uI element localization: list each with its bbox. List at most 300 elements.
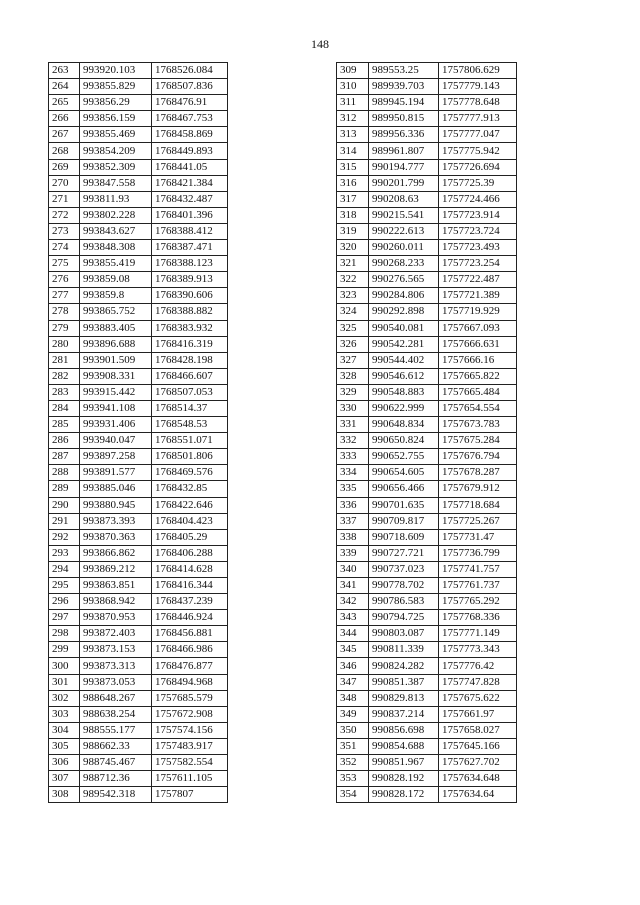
- point-number-cell: 315: [337, 159, 369, 175]
- table-row: [337, 95, 517, 111]
- y-coordinate-cell: 1768456.881: [152, 626, 228, 642]
- x-coordinate-cell: 993855.469: [80, 127, 152, 143]
- table-row: [49, 223, 228, 239]
- x-coordinate-cell: 990829.813: [369, 690, 439, 706]
- table-row: [337, 626, 517, 642]
- y-coordinate-cell: 1768467.753: [152, 111, 228, 127]
- x-coordinate-cell: 990718.609: [369, 529, 439, 545]
- point-number-cell: 348: [337, 690, 369, 706]
- x-coordinate-cell: 990851.967: [369, 755, 439, 771]
- y-coordinate-cell: 1757676.794: [439, 449, 517, 465]
- point-number-cell: 281: [49, 352, 80, 368]
- table-row: [49, 594, 228, 610]
- y-coordinate-cell: 1757718.684: [439, 497, 517, 513]
- point-number-cell: 344: [337, 626, 369, 642]
- x-coordinate-cell: 993859.8: [80, 288, 152, 304]
- point-number-cell: 290: [49, 497, 80, 513]
- point-number-cell: 274: [49, 240, 80, 256]
- table-row: [49, 787, 228, 803]
- point-number-cell: 345: [337, 642, 369, 658]
- x-coordinate-cell: 993873.313: [80, 658, 152, 674]
- y-coordinate-cell: 1768405.29: [152, 529, 228, 545]
- y-coordinate-cell: 1757726.694: [439, 159, 517, 175]
- table-row: [49, 111, 228, 127]
- y-coordinate-cell: 1757747.828: [439, 674, 517, 690]
- y-coordinate-cell: 1768466.986: [152, 642, 228, 658]
- point-number-cell: 299: [49, 642, 80, 658]
- x-coordinate-cell: 990856.698: [369, 722, 439, 738]
- table-row: [337, 400, 517, 416]
- point-number-cell: 351: [337, 738, 369, 754]
- x-coordinate-cell: 990648.834: [369, 417, 439, 433]
- point-number-cell: 310: [337, 79, 369, 95]
- x-coordinate-cell: 990650.824: [369, 433, 439, 449]
- point-number-cell: 292: [49, 529, 80, 545]
- table-row: [49, 175, 228, 191]
- table-row: [49, 610, 228, 626]
- point-number-cell: 338: [337, 529, 369, 545]
- y-coordinate-cell: 1768428.198: [152, 352, 228, 368]
- y-coordinate-cell: 1757777.047: [439, 127, 517, 143]
- x-coordinate-cell: 993856.29: [80, 95, 152, 111]
- y-coordinate-cell: 1757736.799: [439, 545, 517, 561]
- x-coordinate-cell: 989950.815: [369, 111, 439, 127]
- table-row: [49, 384, 228, 400]
- table-row: [49, 191, 228, 207]
- table-row: [49, 240, 228, 256]
- point-number-cell: 327: [337, 352, 369, 368]
- table-row: [337, 111, 517, 127]
- x-coordinate-cell: 990208.63: [369, 191, 439, 207]
- coordinate-table-right-body: [337, 63, 517, 803]
- point-number-cell: 335: [337, 481, 369, 497]
- x-coordinate-cell: 990794.725: [369, 610, 439, 626]
- x-coordinate-cell: 993856.159: [80, 111, 152, 127]
- y-coordinate-cell: 1757611.105: [152, 771, 228, 787]
- y-coordinate-cell: 1757724.466: [439, 191, 517, 207]
- table-row: [49, 256, 228, 272]
- y-coordinate-cell: 1768432.85: [152, 481, 228, 497]
- y-coordinate-cell: 1757719.929: [439, 304, 517, 320]
- table-row: [337, 481, 517, 497]
- table-row: [337, 272, 517, 288]
- table-row: [337, 545, 517, 561]
- table-row: [49, 400, 228, 416]
- y-coordinate-cell: 1768466.607: [152, 368, 228, 384]
- point-number-cell: 314: [337, 143, 369, 159]
- x-coordinate-cell: 990201.799: [369, 175, 439, 191]
- point-number-cell: 313: [337, 127, 369, 143]
- y-coordinate-cell: 1757778.648: [439, 95, 517, 111]
- x-coordinate-cell: 993873.053: [80, 674, 152, 690]
- table-row: [49, 272, 228, 288]
- x-coordinate-cell: 993920.103: [80, 63, 152, 79]
- point-number-cell: 306: [49, 755, 80, 771]
- y-coordinate-cell: 1757665.822: [439, 368, 517, 384]
- table-row: [49, 481, 228, 497]
- y-coordinate-cell: 1757771.149: [439, 626, 517, 642]
- point-number-cell: 283: [49, 384, 80, 400]
- table-row: [49, 320, 228, 336]
- x-coordinate-cell: 993940.047: [80, 433, 152, 449]
- table-row: [49, 642, 228, 658]
- y-coordinate-cell: 1757723.254: [439, 256, 517, 272]
- x-coordinate-cell: 993870.363: [80, 529, 152, 545]
- y-coordinate-cell: 1757807: [152, 787, 228, 803]
- table-row: [337, 755, 517, 771]
- page-number: 148: [311, 37, 329, 51]
- point-number-cell: 339: [337, 545, 369, 561]
- x-coordinate-cell: 993872.403: [80, 626, 152, 642]
- table-row: [337, 561, 517, 577]
- x-coordinate-cell: 990292.898: [369, 304, 439, 320]
- point-number-cell: 288: [49, 465, 80, 481]
- y-coordinate-cell: 1757679.912: [439, 481, 517, 497]
- point-number-cell: 324: [337, 304, 369, 320]
- y-coordinate-cell: 1768383.932: [152, 320, 228, 336]
- y-coordinate-cell: 1757768.336: [439, 610, 517, 626]
- table-row: [49, 578, 228, 594]
- y-coordinate-cell: 1757672.908: [152, 706, 228, 722]
- y-coordinate-cell: 1757722.487: [439, 272, 517, 288]
- y-coordinate-cell: 1768526.084: [152, 63, 228, 79]
- point-number-cell: 308: [49, 787, 80, 803]
- point-number-cell: 284: [49, 400, 80, 416]
- point-number-cell: 303: [49, 706, 80, 722]
- x-coordinate-cell: 990222.613: [369, 223, 439, 239]
- x-coordinate-cell: 993863.851: [80, 578, 152, 594]
- x-coordinate-cell: 990851.387: [369, 674, 439, 690]
- x-coordinate-cell: 993843.627: [80, 223, 152, 239]
- point-number-cell: 347: [337, 674, 369, 690]
- y-coordinate-cell: 1768432.487: [152, 191, 228, 207]
- y-coordinate-cell: 1757675.622: [439, 690, 517, 706]
- y-coordinate-cell: 1757776.42: [439, 658, 517, 674]
- x-coordinate-cell: 993873.153: [80, 642, 152, 658]
- y-coordinate-cell: 1768494.968: [152, 674, 228, 690]
- x-coordinate-cell: 990811.339: [369, 642, 439, 658]
- x-coordinate-cell: 990654.605: [369, 465, 439, 481]
- point-number-cell: 320: [337, 240, 369, 256]
- x-coordinate-cell: 988662.33: [80, 738, 152, 754]
- x-coordinate-cell: 989945.194: [369, 95, 439, 111]
- point-number-cell: 325: [337, 320, 369, 336]
- point-number-cell: 271: [49, 191, 80, 207]
- point-number-cell: 305: [49, 738, 80, 754]
- y-coordinate-cell: 1757678.287: [439, 465, 517, 481]
- table-row: [49, 674, 228, 690]
- point-number-cell: 307: [49, 771, 80, 787]
- table-row: [49, 417, 228, 433]
- point-number-cell: 352: [337, 755, 369, 771]
- y-coordinate-cell: 1768388.412: [152, 223, 228, 239]
- table-row: [49, 690, 228, 706]
- x-coordinate-cell: 990652.755: [369, 449, 439, 465]
- x-coordinate-cell: 993811.93: [80, 191, 152, 207]
- table-row: [49, 755, 228, 771]
- x-coordinate-cell: 990828.172: [369, 787, 439, 803]
- table-row: [49, 368, 228, 384]
- point-number-cell: 334: [337, 465, 369, 481]
- y-coordinate-cell: 1768507.836: [152, 79, 228, 95]
- point-number-cell: 340: [337, 561, 369, 577]
- table-row: [49, 159, 228, 175]
- y-coordinate-cell: 1757806.629: [439, 63, 517, 79]
- point-number-cell: 263: [49, 63, 80, 79]
- table-row: [49, 706, 228, 722]
- point-number-cell: 326: [337, 336, 369, 352]
- x-coordinate-cell: 989956.336: [369, 127, 439, 143]
- point-number-cell: 270: [49, 175, 80, 191]
- y-coordinate-cell: 1757779.143: [439, 79, 517, 95]
- y-coordinate-cell: 1768441.05: [152, 159, 228, 175]
- point-number-cell: 277: [49, 288, 80, 304]
- x-coordinate-cell: 989961.807: [369, 143, 439, 159]
- coordinate-table-left-body: [49, 63, 228, 803]
- x-coordinate-cell: 990284.806: [369, 288, 439, 304]
- y-coordinate-cell: 1768406.288: [152, 545, 228, 561]
- table-row: [49, 127, 228, 143]
- x-coordinate-cell: 993908.331: [80, 368, 152, 384]
- table-row: [49, 658, 228, 674]
- point-number-cell: 298: [49, 626, 80, 642]
- point-number-cell: 282: [49, 368, 80, 384]
- x-coordinate-cell: 990737.023: [369, 561, 439, 577]
- x-coordinate-cell: 993880.945: [80, 497, 152, 513]
- x-coordinate-cell: 993855.829: [80, 79, 152, 95]
- point-number-cell: 293: [49, 545, 80, 561]
- point-number-cell: 301: [49, 674, 80, 690]
- y-coordinate-cell: 1768458.869: [152, 127, 228, 143]
- table-row: [49, 529, 228, 545]
- table-row: [337, 578, 517, 594]
- x-coordinate-cell: 989939.703: [369, 79, 439, 95]
- point-number-cell: 342: [337, 594, 369, 610]
- point-number-cell: 346: [337, 658, 369, 674]
- y-coordinate-cell: 1768388.882: [152, 304, 228, 320]
- table-row: [49, 336, 228, 352]
- y-coordinate-cell: 1768514.37: [152, 400, 228, 416]
- point-number-cell: 309: [337, 63, 369, 79]
- x-coordinate-cell: 990622.999: [369, 400, 439, 416]
- x-coordinate-cell: 990727.721: [369, 545, 439, 561]
- point-number-cell: 319: [337, 223, 369, 239]
- table-row: [49, 545, 228, 561]
- table-row: [337, 304, 517, 320]
- y-coordinate-cell: 1768476.877: [152, 658, 228, 674]
- point-number-cell: 295: [49, 578, 80, 594]
- table-row: [337, 159, 517, 175]
- y-coordinate-cell: 1757723.493: [439, 240, 517, 256]
- y-coordinate-cell: 1757761.737: [439, 578, 517, 594]
- table-row: [49, 449, 228, 465]
- point-number-cell: 266: [49, 111, 80, 127]
- table-row: [337, 143, 517, 159]
- x-coordinate-cell: 993866.862: [80, 545, 152, 561]
- x-coordinate-cell: 993865.752: [80, 304, 152, 320]
- table-row: [49, 722, 228, 738]
- x-coordinate-cell: 990854.688: [369, 738, 439, 754]
- table-row: [337, 674, 517, 690]
- point-number-cell: 318: [337, 207, 369, 223]
- y-coordinate-cell: 1757645.166: [439, 738, 517, 754]
- x-coordinate-cell: 990544.402: [369, 352, 439, 368]
- point-number-cell: 337: [337, 513, 369, 529]
- x-coordinate-cell: 990194.777: [369, 159, 439, 175]
- y-coordinate-cell: 1757582.554: [152, 755, 228, 771]
- point-number-cell: 297: [49, 610, 80, 626]
- point-number-cell: 328: [337, 368, 369, 384]
- point-number-cell: 302: [49, 690, 80, 706]
- x-coordinate-cell: 993870.953: [80, 610, 152, 626]
- y-coordinate-cell: 1768476.91: [152, 95, 228, 111]
- y-coordinate-cell: 1757634.64: [439, 787, 517, 803]
- y-coordinate-cell: 1757765.292: [439, 594, 517, 610]
- x-coordinate-cell: 993915.442: [80, 384, 152, 400]
- x-coordinate-cell: 993931.406: [80, 417, 152, 433]
- x-coordinate-cell: 993901.509: [80, 352, 152, 368]
- point-number-cell: 322: [337, 272, 369, 288]
- point-number-cell: 268: [49, 143, 80, 159]
- table-row: [337, 223, 517, 239]
- point-number-cell: 333: [337, 449, 369, 465]
- x-coordinate-cell: 989553.25: [369, 63, 439, 79]
- y-coordinate-cell: 1768422.646: [152, 497, 228, 513]
- table-row: [49, 288, 228, 304]
- y-coordinate-cell: 1757741.757: [439, 561, 517, 577]
- y-coordinate-cell: 1757483.917: [152, 738, 228, 754]
- x-coordinate-cell: 990837.214: [369, 706, 439, 722]
- point-number-cell: 264: [49, 79, 80, 95]
- y-coordinate-cell: 1768416.319: [152, 336, 228, 352]
- point-number-cell: 265: [49, 95, 80, 111]
- x-coordinate-cell: 993883.405: [80, 320, 152, 336]
- y-coordinate-cell: 1757627.702: [439, 755, 517, 771]
- y-coordinate-cell: 1757634.648: [439, 771, 517, 787]
- point-number-cell: 279: [49, 320, 80, 336]
- y-coordinate-cell: 1757685.579: [152, 690, 228, 706]
- table-row: [337, 722, 517, 738]
- x-coordinate-cell: 993802.228: [80, 207, 152, 223]
- table-row: [337, 513, 517, 529]
- table-row: [337, 352, 517, 368]
- x-coordinate-cell: 988745.467: [80, 755, 152, 771]
- x-coordinate-cell: 993885.046: [80, 481, 152, 497]
- table-row: [49, 79, 228, 95]
- table-row: [337, 610, 517, 626]
- x-coordinate-cell: 993852.309: [80, 159, 152, 175]
- x-coordinate-cell: 993896.688: [80, 336, 152, 352]
- x-coordinate-cell: 993868.942: [80, 594, 152, 610]
- point-number-cell: 317: [337, 191, 369, 207]
- y-coordinate-cell: 1768389.913: [152, 272, 228, 288]
- coordinate-table-right: [336, 62, 517, 803]
- y-coordinate-cell: 1757658.027: [439, 722, 517, 738]
- x-coordinate-cell: 990260.011: [369, 240, 439, 256]
- point-number-cell: 350: [337, 722, 369, 738]
- table-row: [337, 658, 517, 674]
- x-coordinate-cell: 993855.419: [80, 256, 152, 272]
- table-row: [337, 465, 517, 481]
- y-coordinate-cell: 1757721.389: [439, 288, 517, 304]
- table-row: [337, 771, 517, 787]
- point-number-cell: 304: [49, 722, 80, 738]
- point-number-cell: 331: [337, 417, 369, 433]
- x-coordinate-cell: 993848.308: [80, 240, 152, 256]
- table-row: [49, 465, 228, 481]
- table-row: [49, 513, 228, 529]
- table-row: [49, 738, 228, 754]
- point-number-cell: 323: [337, 288, 369, 304]
- table-row: [337, 256, 517, 272]
- point-number-cell: 291: [49, 513, 80, 529]
- y-coordinate-cell: 1757661.97: [439, 706, 517, 722]
- y-coordinate-cell: 1768388.123: [152, 256, 228, 272]
- point-number-cell: 294: [49, 561, 80, 577]
- table-row: [337, 384, 517, 400]
- x-coordinate-cell: 990828.192: [369, 771, 439, 787]
- table-row: [337, 368, 517, 384]
- y-coordinate-cell: 1757725.39: [439, 175, 517, 191]
- x-coordinate-cell: 988638.254: [80, 706, 152, 722]
- x-coordinate-cell: 993891.577: [80, 465, 152, 481]
- x-coordinate-cell: 993869.212: [80, 561, 152, 577]
- table-row: [49, 143, 228, 159]
- point-number-cell: 267: [49, 127, 80, 143]
- y-coordinate-cell: 1768501.806: [152, 449, 228, 465]
- y-coordinate-cell: 1757665.484: [439, 384, 517, 400]
- table-row: [49, 433, 228, 449]
- x-coordinate-cell: 990542.281: [369, 336, 439, 352]
- point-number-cell: 349: [337, 706, 369, 722]
- y-coordinate-cell: 1757731.47: [439, 529, 517, 545]
- y-coordinate-cell: 1768469.576: [152, 465, 228, 481]
- x-coordinate-cell: 988648.267: [80, 690, 152, 706]
- x-coordinate-cell: 990824.282: [369, 658, 439, 674]
- table-row: [337, 417, 517, 433]
- table-row: [337, 642, 517, 658]
- table-row: [337, 449, 517, 465]
- x-coordinate-cell: 990701.635: [369, 497, 439, 513]
- point-number-cell: 353: [337, 771, 369, 787]
- table-row: [337, 127, 517, 143]
- x-coordinate-cell: 993854.209: [80, 143, 152, 159]
- table-row: [337, 191, 517, 207]
- point-number-cell: 354: [337, 787, 369, 803]
- x-coordinate-cell: 990268.233: [369, 256, 439, 272]
- x-coordinate-cell: 993873.393: [80, 513, 152, 529]
- table-row: [337, 288, 517, 304]
- point-number-cell: 336: [337, 497, 369, 513]
- point-number-cell: 285: [49, 417, 80, 433]
- table-row: [337, 787, 517, 803]
- table-row: [337, 594, 517, 610]
- y-coordinate-cell: 1768449.893: [152, 143, 228, 159]
- point-number-cell: 312: [337, 111, 369, 127]
- x-coordinate-cell: 989542.318: [80, 787, 152, 803]
- table-row: [49, 207, 228, 223]
- y-coordinate-cell: 1768507.053: [152, 384, 228, 400]
- point-number-cell: 341: [337, 578, 369, 594]
- point-number-cell: 316: [337, 175, 369, 191]
- x-coordinate-cell: 993897.258: [80, 449, 152, 465]
- y-coordinate-cell: 1757775.942: [439, 143, 517, 159]
- table-row: [337, 336, 517, 352]
- coordinate-table-left: [48, 62, 228, 803]
- table-row: [337, 497, 517, 513]
- y-coordinate-cell: 1757777.913: [439, 111, 517, 127]
- point-number-cell: 272: [49, 207, 80, 223]
